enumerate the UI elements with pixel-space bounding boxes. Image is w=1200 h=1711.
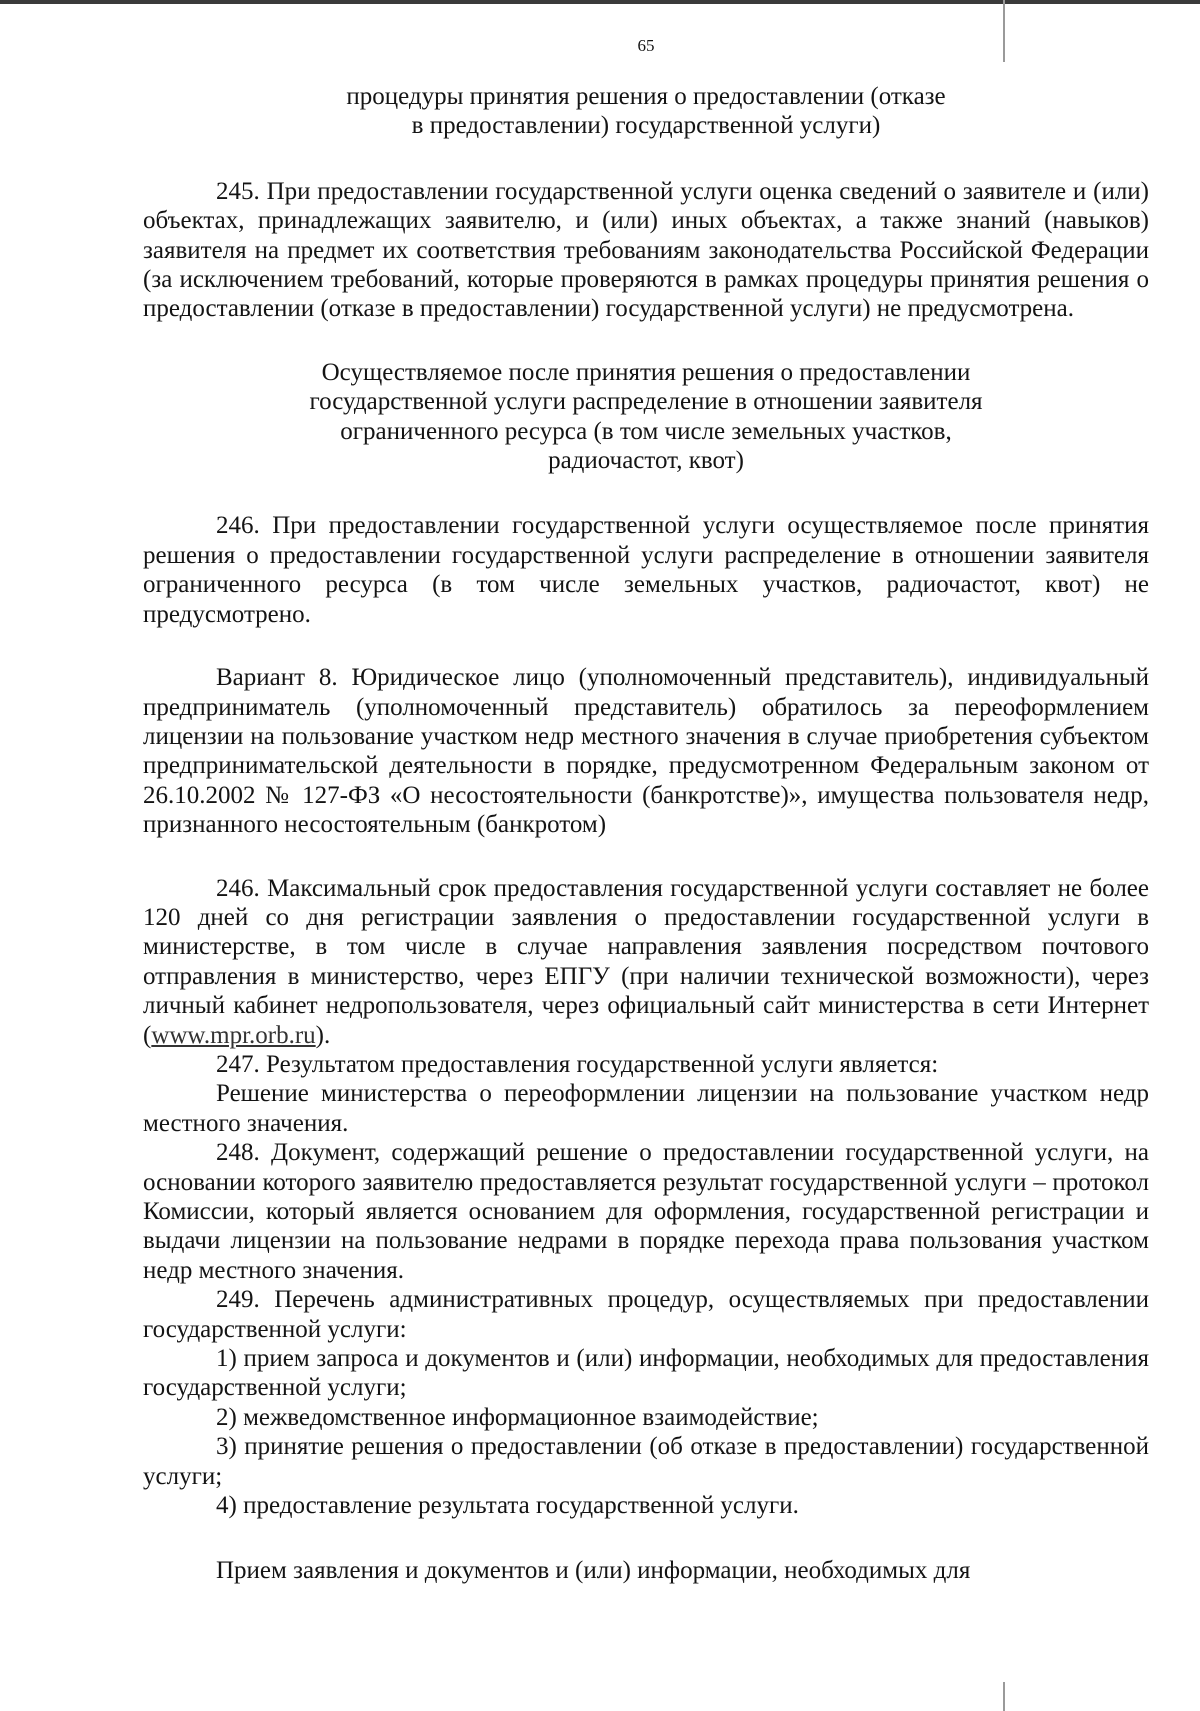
paragraph-247-result: Решение министерства о переоформлении лицензии на пользование участком недр местного значения. — [143, 1080, 1149, 1137]
section-heading-next: Прием заявления и документов и (или) информации, необходимых для — [216, 1557, 971, 1585]
ministry-website-link[interactable]: www.mpr.orb.ru — [151, 1021, 316, 1049]
document-page — [143, 28, 1149, 1586]
procedure-item: 2) межведомственное информационное взаимодействие; — [216, 1403, 819, 1431]
heading-line: радиочастот, квот) — [548, 447, 744, 475]
paragraph-245: 245. При предоставлении государственной услуги оценка сведений о заявителе и (или) объектах, принадлежащих заявителю, и (или) иных объектах, а также знаний (навыков) заявителя на предмет их соответствия требованиям законодательства Российской Федерации (за исключением требований, которые проверяются в рамках процедуры принятия решения о предоставлении (отказе в предоставлении) государственной услуги) не предусмотрена. — [143, 177, 1149, 323]
paragraph-248: 248. Документ, содержащий решение о предоставлении государственной услуги, на основании которого заявителю предоставляется результат государственной услуги – протокол Комиссии, который является основанием для оформления, государственной регистрации и выдачи лицензии на пользование недрами в порядке перехода права пользования участком недр местного значения. — [143, 1139, 1149, 1284]
heading-line: Осуществляемое после принятия решения о предоставлении — [321, 358, 971, 386]
heading-line: процедуры принятия решения о предоставлении (отказе — [346, 83, 946, 110]
scan-top-border — [0, 0, 1200, 4]
heading-line: в предоставлении) государственной услуги) — [411, 112, 881, 140]
procedure-item: 4) предоставление результата государственной услуги. — [216, 1492, 799, 1520]
heading-line: ограниченного ресурса (в том числе земельных участков, — [340, 417, 952, 445]
paragraph-246-term-end: ). — [315, 1021, 331, 1049]
paragraph-247: 247. Результатом предоставления государственной услуги является: — [216, 1050, 939, 1078]
section-heading-continued — [143, 82, 1149, 141]
heading-line: государственной услуги распределение в отношении заявителя — [309, 388, 983, 416]
scan-margin-mark — [1003, 1682, 1005, 1711]
variant-8-heading: Вариант 8. Юридическое лицо (уполномоченный представитель), индивидуальный предприниматель (уполномоченный представитель) обратилось за переоформлением лицензии на пользование участком недр местного значения в случае приобретения субъектом предпринимательской деятельности в порядке, предусмотренном Федеральным законом от 26.10.2002 № 127-ФЗ «О несостоятельности (банкротстве)», имущества пользователя недр, признанного несостоятельным (банкротом) — [143, 664, 1149, 839]
paragraph-246-resource: 246. При предоставлении государственной услуги осуществляемое после принятия решения о предоставлении государственной услуги распределение в отношении заявителя ограниченного ресурса (в том числе земельных участков, радиочастот, квот) не предусмотрено. — [143, 512, 1149, 628]
procedure-list — [143, 1344, 1149, 1520]
section-heading-resource — [143, 358, 1149, 476]
procedure-item: 3) принятие решения о предоставлении (об отказе в предоставлении) государственной услуги; — [143, 1433, 1149, 1490]
paragraph-249: 249. Перечень административных процедур, осуществляемых при предоставлении государственной услуги: — [143, 1286, 1149, 1343]
page-number: 65 — [637, 36, 655, 55]
procedure-item: 1) прием запроса и документов и (или) информации, необходимых для предоставления государственной услуги; — [143, 1345, 1149, 1402]
paragraph-246-term-text: 246. Максимальный срок предоставления государственной услуги составляет не более 120 дней со дня регистрации заявления о предоставлении государственной услуги в министерстве, в том числе в случае направления заявления посредством почтового отправления в министерство, через ЕПГУ (при наличии технической возможности), через личный кабинет недропользователя, через официальный сайт министерства в сети Интернет ( — [143, 874, 1149, 1049]
paragraph-246-term — [143, 874, 1149, 1050]
